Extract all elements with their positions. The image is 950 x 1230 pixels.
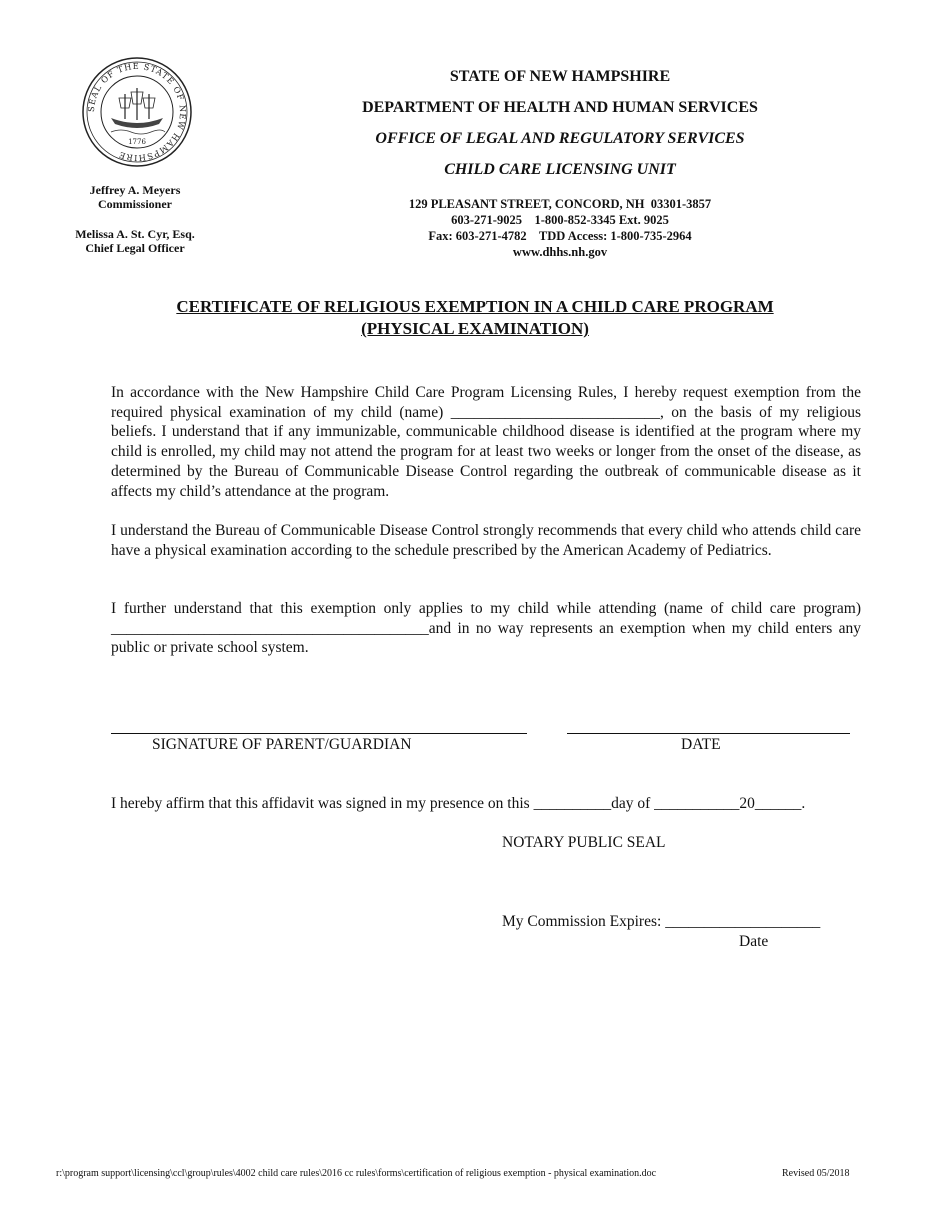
exemption-request-paragraph bbox=[111, 383, 861, 501]
parent-signature-label: SIGNATURE OF PARENT/GUARDIAN bbox=[152, 736, 412, 753]
affirm-text-d: . bbox=[801, 795, 806, 812]
affirm-text-b: day of bbox=[611, 795, 655, 812]
official-commissioner bbox=[50, 183, 220, 211]
para1-text-b: , on the basis of my religious beliefs. I understand that if any immunizable, communicable childhood disease is identified at the program where my child is enrolled, my child may not attend the program for at least two weeks or longer from the onset of the disease, as determined by the Bureau of Communicable Disease Control regarding the outbreak of communicable disease as it affects my child’s attendance at the program. bbox=[111, 403, 861, 500]
commission-expires-field[interactable]: ____________________ bbox=[665, 913, 821, 930]
affirm-month-field[interactable]: ___________ bbox=[654, 795, 740, 812]
contact-block bbox=[300, 196, 820, 260]
fax-tdd: Fax: 603-271-4782 TDD Access: 1-800-735-2964 bbox=[428, 229, 692, 243]
file-path: r:\program support\licensing\ccl\group\rules\4002 child care rules\2016 cc rules\forms\certification of religious exemption - physical examination.doc bbox=[56, 1168, 657, 1179]
parent-signature-line[interactable] bbox=[111, 733, 527, 734]
address: 129 PLEASANT STREET, CONCORD, NH 03301-3857 bbox=[408, 197, 712, 211]
seal-ring-text: SEAL OF THE STATE OF NEW HAMPSHIRE bbox=[85, 60, 189, 164]
department-name: DEPARTMENT OF HEALTH AND HUMAN SERVICES bbox=[362, 99, 758, 116]
official-title: Chief Legal Officer bbox=[85, 241, 185, 255]
form-title-line2: (PHYSICAL EXAMINATION) bbox=[361, 319, 589, 338]
program-name-field[interactable]: _________________________________________ bbox=[111, 619, 429, 637]
unit-name: CHILD CARE LICENSING UNIT bbox=[444, 161, 676, 178]
signature-date-label: DATE bbox=[681, 736, 721, 753]
notary-seal-label: NOTARY PUBLIC SEAL bbox=[502, 834, 666, 851]
official-legal-officer bbox=[50, 227, 220, 255]
commission-date-label: Date bbox=[739, 933, 769, 950]
affirm-day-field[interactable]: __________ bbox=[533, 795, 612, 812]
official-name: Jeffrey A. Meyers bbox=[89, 183, 181, 197]
commission-expires-line bbox=[502, 913, 820, 931]
affirm-text-a: I hereby affirm that this affidavit was signed in my presence on this bbox=[111, 795, 534, 812]
form-title-line1: CERTIFICATE OF RELIGIOUS EXEMPTION IN A CHILD CARE PROGRAM bbox=[176, 297, 774, 316]
signature-date-line[interactable] bbox=[567, 733, 850, 734]
state-name: STATE OF NEW HAMPSHIRE bbox=[449, 68, 671, 85]
affirm-year-field[interactable]: ______ bbox=[754, 795, 802, 812]
seal-year: 1776 bbox=[128, 138, 146, 146]
exemption-scope-paragraph bbox=[111, 599, 861, 658]
revision-date: Revised 05/2018 bbox=[782, 1168, 850, 1179]
official-title: Commissioner bbox=[98, 197, 172, 211]
nh-state-seal-icon bbox=[81, 56, 193, 168]
para1-text-a: In accordance with the New Hampshire Child Care Program Licensing Rules, I hereby request exemption from the required physical examination of my child (name) bbox=[111, 384, 861, 421]
recommendation-paragraph bbox=[111, 521, 861, 560]
affirm-text-c: 20 bbox=[739, 795, 755, 812]
affirmation-line bbox=[111, 795, 805, 813]
official-name: Melissa A. St. Cyr, Esq. bbox=[75, 227, 195, 241]
form-title bbox=[100, 296, 850, 340]
para3-text-b: and in no way represents an exemption when my child enters any public or private school system. bbox=[111, 619, 861, 657]
para2-text: I understand the Bureau of Communicable Disease Control strongly recommends that every child who attends child care have a physical examination according to the schedule prescribed by the American Academy of Pediatrics. bbox=[111, 522, 861, 559]
phone-numbers: 603-271-9025 1-800-852-3345 Ext. 9025 bbox=[451, 213, 669, 227]
child-name-field[interactable]: ___________________________ bbox=[450, 403, 660, 421]
website-link[interactable]: www.dhhs.nh.gov bbox=[512, 245, 608, 259]
office-name: OFFICE OF LEGAL AND REGULATORY SERVICES bbox=[375, 130, 745, 147]
commission-expires-label: My Commission Expires: bbox=[502, 913, 666, 930]
para3-text-a: I further understand that this exemption only applies to my child while attending (name of child care program) bbox=[111, 600, 861, 617]
